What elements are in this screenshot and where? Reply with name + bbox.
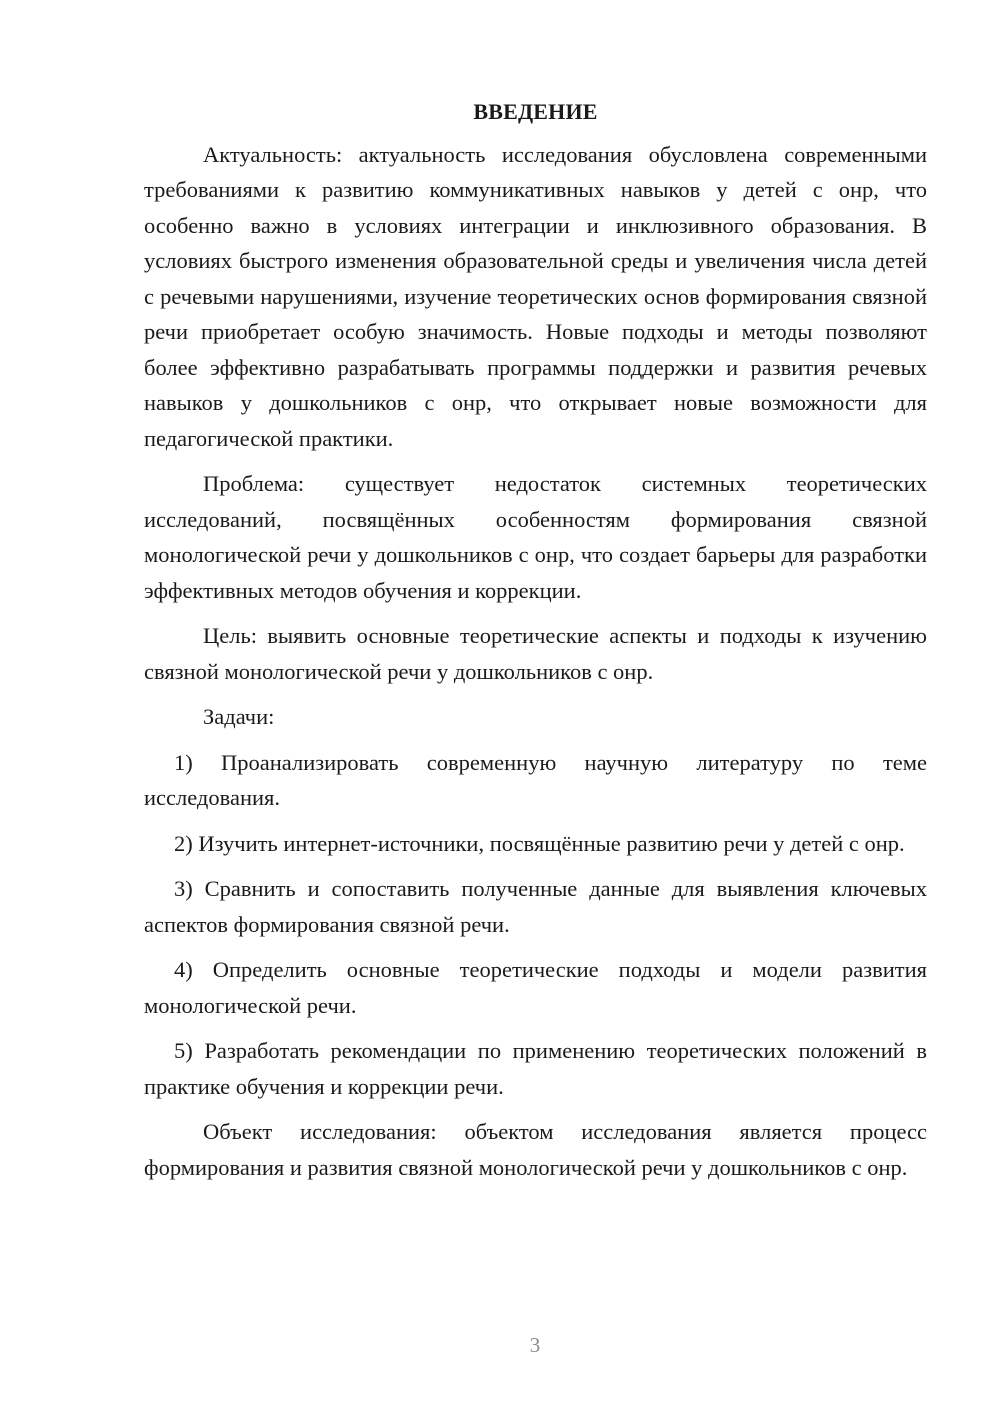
task-item: 1) Проанализировать современную научную литературу по теме исследования. [144,749,927,810]
section-title: ВВЕДЕНИЕ [473,99,598,124]
relevance-paragraph: Актуальность: актуальность исследования обусловлена современными требованиями к развитию коммуникативных навыков у детей с онр, что особенно важно в условиях интеграции и инклюзивного образования. В условиях быстрого изменения образовательной среды и увеличения числа детей с речевыми нарушениями, изучение теоретических основ формирования связной речи приобретает особую значимость. Новые подходы и методы позволяют более эффективно разрабатывать программы поддержки и развития речевых навыков у дошкольников с онр, что открывает новые возможности для педагогической практики. [144,141,927,451]
task-item: 5) Разработать рекомендации по применению теоретических положений в практике обучения и коррекции речи. [144,1038,927,1099]
problem-paragraph: Проблема: существует недостаток системных теоретических исследований, посвящённых особенностям формирования связной монологической речи у дошкольников с онр, что создает барьеры для разработки эффективных методов обучения и коррекции. [144,471,927,603]
object-paragraph: Объект исследования: объектом исследования является процесс формирования и развития связной монологической речи у дошкольников с онр. [144,1119,927,1180]
goal-paragraph: Цель: выявить основные теоретические аспекты и подходы к изучению связной монологической речи у дошкольников с онр. [144,623,927,684]
page-number: 3 [529,1333,541,1357]
task-item: 3) Сравнить и сопоставить полученные данные для выявления ключевых аспектов формирования связной речи. [144,876,927,937]
page-content [144,94,927,1195]
tasks-label: Задачи: [203,704,275,729]
task-item: 4) Определить основные теоретические подходы и модели развития монологической речи. [144,957,927,1018]
task-item: 2) Изучить интернет-источники, посвящённые развитию речи у детей с онр. [174,830,905,856]
